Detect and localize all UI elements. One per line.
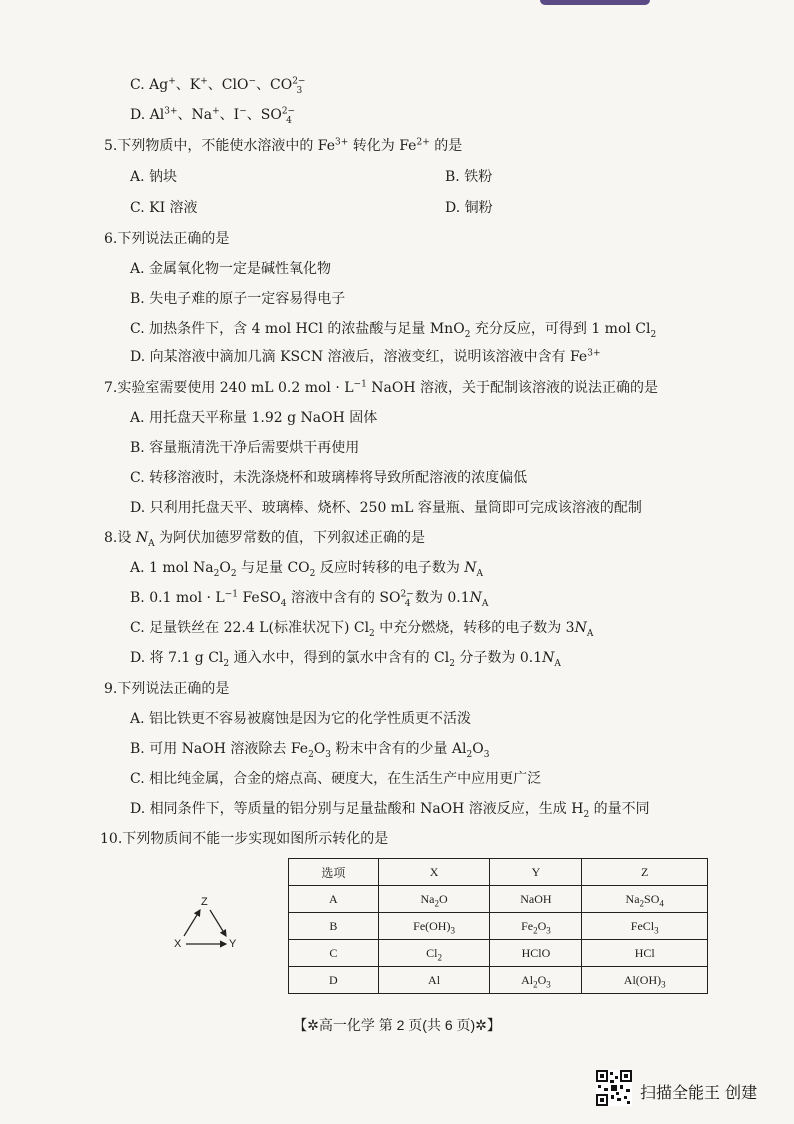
arrow-z-to-y (210, 910, 226, 936)
diagram-label-x: X (174, 938, 182, 950)
q7-option-a: A. 用托盘天平称量 1.92 g NaOH 固体 (130, 410, 378, 426)
table-cell: NaOH (490, 886, 582, 913)
table-cell: Al (378, 967, 490, 994)
table-cell: $Fe(OH)_3$ (378, 913, 490, 940)
table-cell: A (289, 886, 379, 913)
q6-option-b: B. 失电子难的原子一定容易得电子 (130, 291, 346, 307)
diagram-label-y: Y (229, 938, 237, 950)
q10-stem: 10.下列物质间不能一步实现如图所示转化的是 (100, 831, 389, 847)
diagram-label-z: Z (201, 896, 208, 908)
q5-option-c: C. KI 溶液 (130, 200, 198, 216)
table-header-cell: Y (490, 859, 582, 886)
q9-stem: 9.下列说法正确的是 (104, 681, 230, 697)
q9-option-c: C. 相比纯金属，合金的熔点高、硬度大，在生活生产中应用更广泛 (130, 771, 542, 787)
q6-option-a: A. 金属氧化物一定是碱性氧化物 (130, 261, 332, 277)
qr-code-icon (596, 1070, 632, 1106)
table-header-cell: X (378, 859, 490, 886)
arrow-x-to-z (184, 910, 200, 936)
table-cell: $Na_2SO_4$ (582, 886, 708, 913)
table-cell: D (289, 967, 379, 994)
table-header-cell: 选项 (289, 859, 379, 886)
q5-option-d: D. 铜粉 (445, 200, 493, 216)
q8-option-a: A. 1 mol $Na_2O_2$ 与足量 $CO_2$ 反应时转移的电子数为 $N_A$ (130, 560, 484, 579)
q8-option-c: C. 足量铁丝在 22.4 L(标准状况下) $Cl_2$ 中充分燃烧，转移的电子数为 $3N_A$ (130, 620, 594, 639)
table-cell: HClO (490, 940, 582, 967)
table-cell: FeCl$_3$ (582, 913, 708, 940)
q10-options-table (288, 858, 708, 994)
table-cell: C (289, 940, 379, 967)
q5-option-b: B. 铁粉 (445, 169, 493, 185)
table-row (289, 913, 708, 940)
q7-stem: 7.实验室需要使用 240 mL 0.2 mol · $L^{-1}$ NaOH 溶液，关于配制该溶液的说法正确的是 (104, 379, 659, 396)
q9-option-b: B. 可用 NaOH 溶液除去 $Fe_2O_3$ 粉末中含有的少量 $Al_2O_3$ (130, 741, 490, 760)
table-header-row (289, 859, 708, 886)
table-cell: $Al_2O_3$ (490, 967, 582, 994)
table-row (289, 886, 708, 913)
q9-option-d: D. 相同条件下，等质量的铝分别与足量盐酸和 NaOH 溶液反应，生成 $H_2$ 的量不同 (130, 801, 650, 820)
page-footer: 【✲高一化学 第 2 页(共 6 页)✲】 (293, 1017, 501, 1033)
top-edge-mark (540, 0, 650, 5)
table-row (289, 940, 708, 967)
q6-stem: 6.下列说法正确的是 (104, 231, 230, 247)
table-cell: B (289, 913, 379, 940)
q5-option-a: A. 钠块 (130, 169, 178, 185)
conversion-diagram (168, 898, 248, 954)
q8-option-d: D. 将 7.1 g $Cl_2$ 通入水中，得到的氯水中含有的 $Cl_2$ 分子数为 $0.1N_A$ (130, 650, 561, 669)
table-row (289, 967, 708, 994)
q7-option-d: D. 只利用托盘天平、玻璃棒、烧杯、250 mL 容量瓶、量筒即可完成该溶液的配制 (130, 500, 642, 516)
q7-option-c: C. 转移溶液时，未洗涤烧杯和玻璃棒将导致所配溶液的浓度偏低 (130, 470, 528, 486)
scanner-watermark: 扫描全能王 创建 (640, 1083, 758, 1102)
q5-stem: 5.下列物质中，不能使水溶液中的 $Fe^{3+}$ 转化为 $Fe^{2+}$ 的是 (104, 137, 463, 154)
table-cell: $Fe_2O_3$ (490, 913, 582, 940)
q7-option-b: B. 容量瓶清洗干净后需要烘干再使用 (130, 440, 360, 456)
q8-option-b: B. 0.1 mol · $L^{-1}$ FeSO$_4$ 溶液中含有的 $SO^{2-}_4$ 数为 $0.1N_A$ (130, 589, 489, 609)
q6-option-c: C. 加热条件下，含 4 mol HCl 的浓盐酸与足量 MnO$_2$ 充分反应，可得到 1 mol $Cl_2$ (130, 321, 657, 340)
q9-option-a: A. 铝比铁更不容易被腐蚀是因为它的化学性质更不活泼 (130, 711, 472, 727)
table-cell: $Cl_2$ (378, 940, 490, 967)
q8-stem: 8.设 $N_A$ 为阿伏加德罗常数的值，下列叙述正确的是 (104, 530, 426, 549)
table-cell: HCl (582, 940, 708, 967)
q4-option-c: C. Ag+、K+、ClO−、$CO^{2-}_3$ (130, 76, 306, 96)
table-cell: $Al(OH)_3$ (582, 967, 708, 994)
q4-option-d: D. $Al^{3+}$、Na+、I−、$SO^{2-}_4$ (130, 106, 296, 126)
table-header-cell: Z (582, 859, 708, 886)
table-cell: $Na_2O$ (378, 886, 490, 913)
q6-option-d: D. 向某溶液中滴加几滴 KSCN 溶液后，溶液变红，说明该溶液中含有 $Fe^{3+}$ (130, 348, 601, 365)
